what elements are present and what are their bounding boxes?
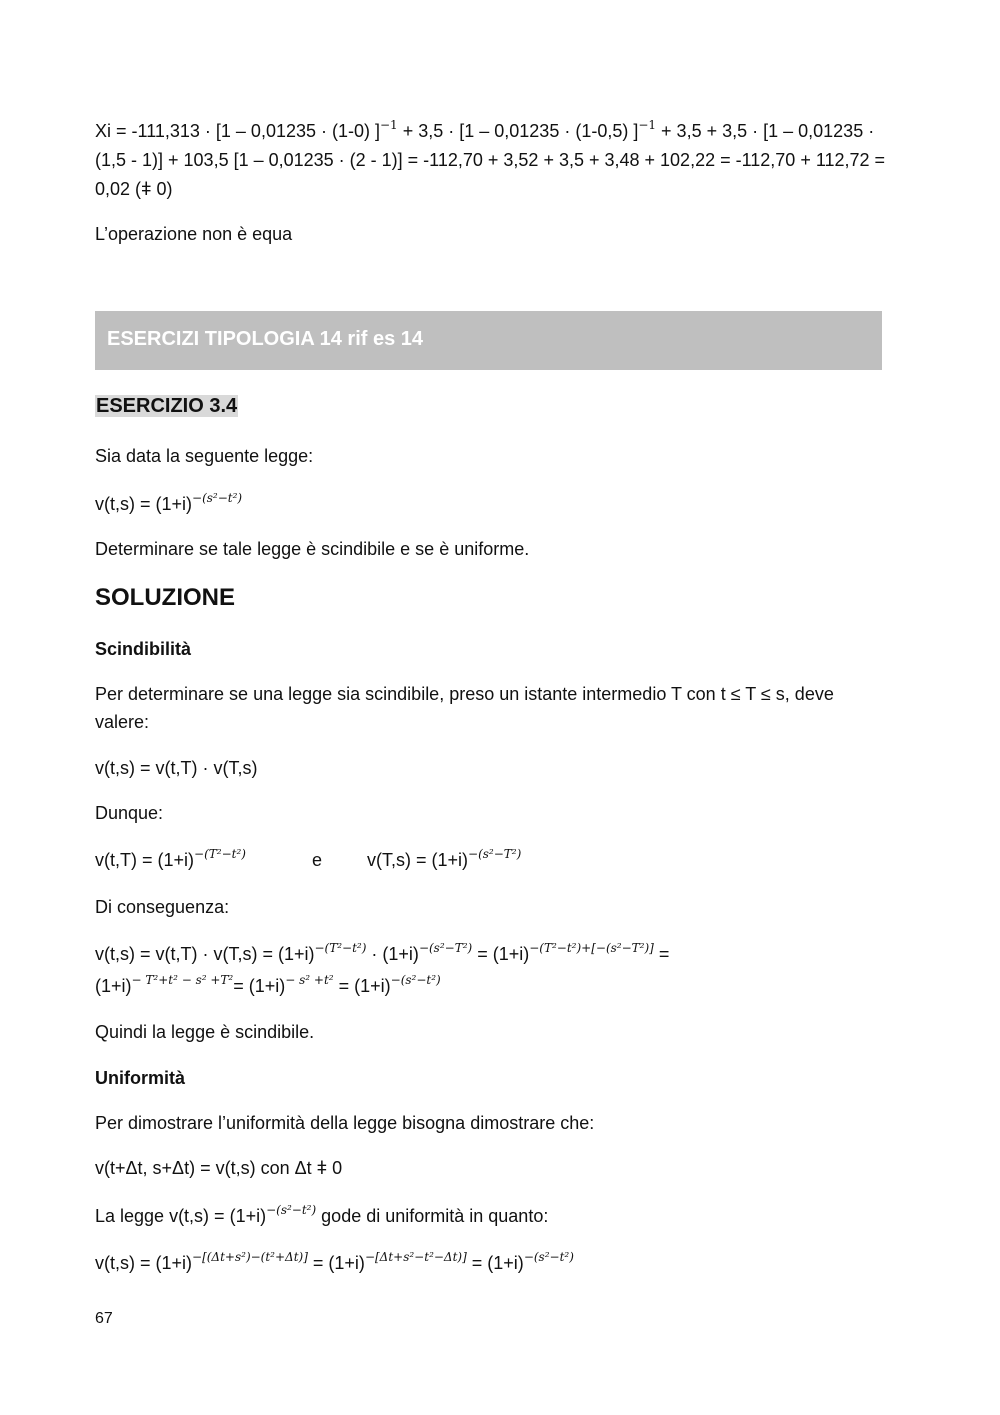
exercise-given: Sia data la seguente legge: xyxy=(95,446,314,466)
intro-line-2: (1,5 - 1)] + 103,5 [1 – 0,01235 · (2 - 1)] = -112,70 + 3,52 + 3,5 + 3,48 + 102,22 = -112,70 + 112,72 = xyxy=(95,150,886,170)
dunque-label: Dunque: xyxy=(95,803,164,823)
uniformita-title: Uniformità xyxy=(95,1068,185,1088)
intro-line-1: Xi = -111,313 · [1 – 0,01235 · (1-0) ]$^{-1}$ + 3,5 · [1 – 0,01235 · (1-0,5) ]$^{-1}$ + 3,5 + 3,5 · [1 – 0,01235 · xyxy=(95,118,875,141)
unif-paragraph: Per dimostrare l’uniformità della legge bisogna dimostrare che: xyxy=(95,1113,595,1133)
eq-v-t-T: $v(t,T) = (1+i)^{-(𝑇^2-𝑡^2)}$ xyxy=(95,847,246,870)
scind-result: Quindi la legge è scindibile. xyxy=(95,1022,315,1042)
final-equation: $v(t,s) = (1+i)^{-[(\Delta t+𝑠^2)-(𝑡^2+\Delta t)]} = (1+i)^{-[\Delta t+𝑠^2-𝑡^2-\Delta t)]} = (1+i)^{-(𝑠^2-𝑡^2)}$ xyxy=(95,1250,574,1273)
chain-line-1: $v(t,s) = v(t,T) \cdot v(T,s) = (1+i)^{-(𝑇^2-𝑡^2)} \cdot (1+i)^{-(𝑠^2-𝑇^2)} = (1+i)^{-(𝑇^2-𝑡^2)+[-(𝑠^2-𝑇^2)]}$ = xyxy=(95,941,670,964)
unif-law: La legge $v(t,s) = (1+i)^{-(𝑠^2-𝑡^2)}$ gode di uniformità in quanto: xyxy=(95,1203,549,1226)
scind-paragraph-2: valere: xyxy=(95,712,150,732)
page-number: 67 xyxy=(95,1310,113,1327)
eq-and: e xyxy=(312,850,323,870)
unif-equation: v(t+Δt, s+Δt) = v(t,s) con Δt ǂ 0 xyxy=(95,1158,343,1178)
conseguenza-label: Di conseguenza: xyxy=(95,897,230,917)
exercise-law: $v(t,s) = (1+i)^{-(𝑠^2-𝑡^2)}$ xyxy=(95,491,243,514)
eq-v-T-s: $v(T,s) = (1+i)^{-(𝑠^2-𝑇^2)}$ xyxy=(367,847,522,870)
intro-conclusion: L’operazione non è equa xyxy=(95,224,293,244)
intro-line-3: 0,02 (ǂ 0) xyxy=(95,179,173,199)
scindibilita-title: Scindibilità xyxy=(95,639,192,659)
solution-heading: SOLUZIONE xyxy=(95,584,236,611)
exercise-heading: ESERCIZIO 3.4 xyxy=(96,395,238,417)
scind-paragraph-1: Per determinare se una legge sia scindibile, preso un istante intermedio T con t ≤ T ≤ s, deve xyxy=(95,684,834,704)
scind-equation: v(t,s) = v(t,T) · v(T,s) xyxy=(95,758,258,778)
chain-line-2: $(1+i)^{- 𝑇^2+𝑡^2 - 𝑠^2 +𝑇^2}= (1+i)^{- 𝑠^2 +𝑡^2} = (1+i)^{-(𝑠^2-𝑡^2)}$ xyxy=(95,973,441,996)
exercise-question: Determinare se tale legge è scindibile e se è uniforme. xyxy=(95,539,530,559)
section-banner xyxy=(95,311,882,370)
section-banner-title: ESERCIZI TIPOLOGIA 14 rif es 14 xyxy=(107,328,424,350)
